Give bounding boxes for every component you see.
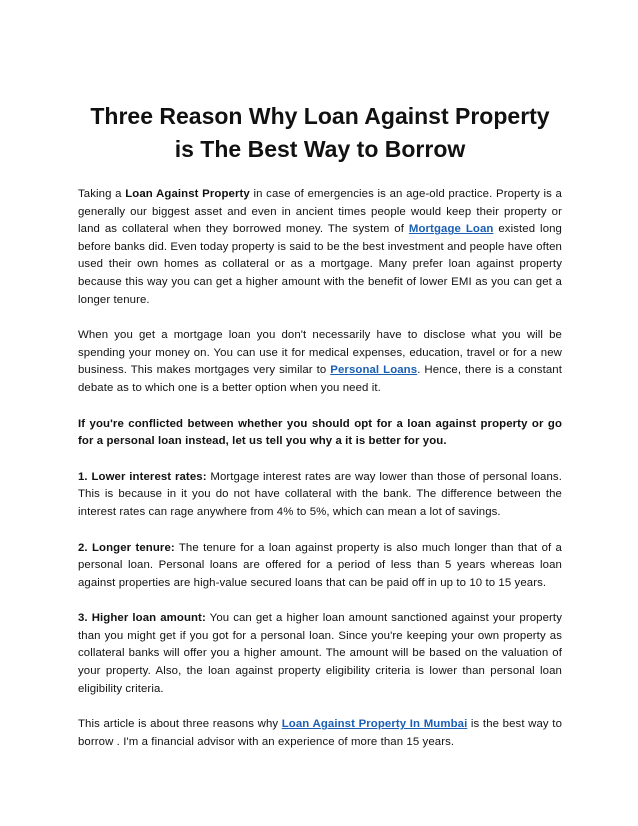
mortgage-loan-link[interactable]: Mortgage Loan [408,223,494,236]
conflicted-bold-text: If you're conflicted between whether you should opt for a loan against property or go for a personal loan instead, let us tell you why a it is better for you. [78,417,562,448]
intro-text-d: existed long before banks did. Even today property is said to be the best investment and people have often used their own homes as collateral or as a mortgage. Many prefer loan against property because this way you can get a higher amount with the benefit of lower EMI as you can get a longer tenure. [78,223,562,306]
paragraph-reason-2 [78,540,562,593]
reason-3-text: You can get a higher loan amount sanctioned against your property than you might get if you got for a personal loan. Since you're keeping your own property as collateral banks will offer you a higher amount. The amount will be based on the valuation of your property. Also, the loan against property eligibility criteria is lower than personal loan eligibility criteria. [78,612,562,695]
paragraph-reason-3 [78,610,562,698]
title-line-2: is The Best Way to Borrow [174,136,466,162]
intro-text-c: in case of emergencies is an age-old practice. Property is a generally our biggest asset and even in ancient times people would keep their property or land as collateral when they borrowed money. The system of [78,188,562,236]
reason-3-label: 3. Higher loan amount: [78,612,206,625]
closing-text-b: is the best way to borrow . I'm a financial advisor with an experience of more than 15 years. [78,718,563,748]
paragraph-conflicted [78,416,562,451]
reason-2-label: 2. Longer tenure: [78,541,175,554]
reason-2-text: The tenure for a loan against property is also much longer than that of a personal loan. Personal loans are offered for a period of less than 5 years whereas loan against properties are high-value secured loans that can be paid off in up to 10 to 15 years. [78,541,562,589]
paragraph-mortgage-use [78,327,562,397]
mortgage-use-text-a: When you get a mortgage loan you don't necessarily have to disclose what you will be spending your money on. You can use it for medical expenses, education, travel or for a new business. This makes mortgages very similar to [78,329,562,377]
loan-against-property-mumbai-link[interactable]: Loan Against Property In Mumbai [281,718,468,731]
reason-1-label: 1. Lower interest rates: [78,470,207,483]
closing-text-a: This article is about three reasons why [78,718,282,731]
intro-text-a: Taking a [78,188,126,200]
title-line-1: Three Reason Why Loan Against Property [90,103,550,129]
paragraph-intro [78,186,562,309]
intro-bold-term: Loan Against Property [125,188,250,200]
reason-1-text: Mortgage interest rates are way lower than those of personal loans. This is because in it you do not have collateral with the bank. The difference between the interest rates can rage anywhere from 4% to 5%, which can mean a lot of savings. [78,470,562,518]
paragraph-reason-1 [78,469,562,522]
personal-loans-link[interactable]: Personal Loans [330,364,418,377]
mortgage-use-text-b: . Hence, there is a constant debate as to which one is a better option when you need it. [78,364,563,394]
paragraph-closing [78,716,562,751]
page-title [78,100,562,166]
